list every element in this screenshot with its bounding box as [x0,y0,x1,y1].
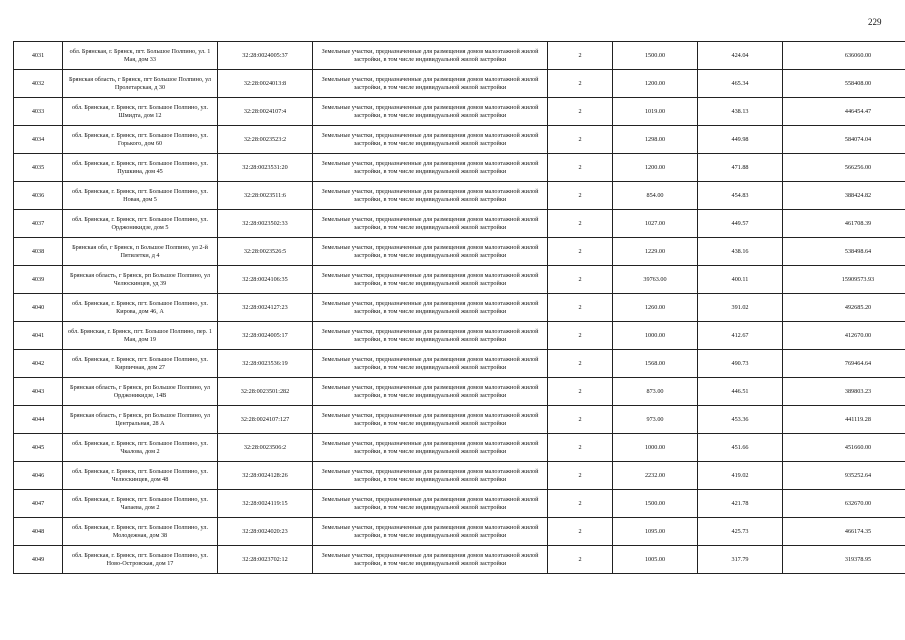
table-row [14,322,905,350]
row-category: 2 [548,322,613,350]
table-row [14,42,905,70]
row-cadastral-number: 32:28:0023536:19 [218,350,313,378]
land-plots-table [13,41,905,574]
row-category: 2 [548,210,613,238]
row-address: Брянская область, г Брянск, пгт Большое Полпино, ул Пролетарская, д 30 [63,70,218,98]
row-category: 2 [548,154,613,182]
row-id: 4043 [14,378,63,406]
table-row [14,294,905,322]
row-cadastral-number: 32:28:0023523:2 [218,126,313,154]
row-area: 1500.00 [613,42,698,70]
row-area: 873.00 [613,378,698,406]
row-unit-value: 490.73 [698,350,783,378]
row-cadastral-value: 769464.64 [783,350,905,378]
row-cadastral-number: 32:28:0024106:35 [218,266,313,294]
table-row [14,266,905,294]
row-address: обл. Брянская, г. Брянск, пгт. Большое Полпино, ул. Челюскинцев, дом 48 [63,462,218,490]
row-permitted-use: Земельные участки, предназначенные для размещения домов малоэтажной жилой застройки, в том числе индивидуальной жилой застройки [313,126,548,154]
row-category: 2 [548,378,613,406]
row-permitted-use: Земельные участки, предназначенные для размещения домов малоэтажной жилой застройки, в том числе индивидуальной жилой застройки [313,518,548,546]
row-cadastral-number: 32:28:0023506:2 [218,434,313,462]
row-address: Брянская область, г Брянск, рп Большое Полпино, ул Центральная, 28 А [63,406,218,434]
row-area: 2232.00 [613,462,698,490]
row-unit-value: 454.83 [698,182,783,210]
row-area: 1095.00 [613,518,698,546]
row-address: обл. Брянская, г. Брянск, пгт. Большое Полпино, ул. Кирпичная, дом 27 [63,350,218,378]
row-unit-value: 446.51 [698,378,783,406]
table-row [14,182,905,210]
row-id: 4038 [14,238,63,266]
row-address: Брянская обл, г Брянск, п Большое Полпино, ул 2-й Пятилетки, д 4 [63,238,218,266]
row-category: 2 [548,546,613,574]
row-id: 4044 [14,406,63,434]
row-permitted-use: Земельные участки, предназначенные для размещения домов малоэтажной жилой застройки, в том числе индивидуальной жилой застройки [313,238,548,266]
page-number: 229 [868,17,882,27]
row-cadastral-value: 466174.35 [783,518,905,546]
row-address: обл. Брянская, г. Брянск, пгт. Большое Полпино, ул. Шмидта, дом 12 [63,98,218,126]
row-address: обл. Брянская, г. Брянск, пгт. Большое Полпино, ул. Горького, дом 60 [63,126,218,154]
row-id: 4040 [14,294,63,322]
table-row [14,518,905,546]
table-row [14,210,905,238]
row-permitted-use: Земельные участки, предназначенные для размещения домов малоэтажной жилой застройки, в том числе индивидуальной жилой застройки [313,490,548,518]
row-area: 854.00 [613,182,698,210]
row-permitted-use: Земельные участки, предназначенные для размещения домов малоэтажной жилой застройки, в том числе индивидуальной жилой застройки [313,182,548,210]
row-area: 1200.00 [613,154,698,182]
row-area: 1229.00 [613,238,698,266]
row-cadastral-number: 32:28:0023702:12 [218,546,313,574]
row-id: 4035 [14,154,63,182]
row-area: 973.00 [613,406,698,434]
row-unit-value: 412.67 [698,322,783,350]
row-cadastral-value: 538498.64 [783,238,905,266]
row-category: 2 [548,462,613,490]
row-address: Брянская область, г Брянск, рп Большое Полпино, ул Орджоникидзе, 14В [63,378,218,406]
row-category: 2 [548,518,613,546]
row-permitted-use: Земельные участки, предназначенные для размещения домов малоэтажной жилой застройки, в том числе индивидуальной жилой застройки [313,266,548,294]
row-permitted-use: Земельные участки, предназначенные для размещения домов малоэтажной жилой застройки, в том числе индивидуальной жилой застройки [313,154,548,182]
table-row [14,462,905,490]
row-unit-value: 465.34 [698,70,783,98]
row-cadastral-value: 389803.23 [783,378,905,406]
row-address: обл. Брянская, г. Брянск, пгт. Большое Полпино, ул. Ново-Островская, дом 17 [63,546,218,574]
row-cadastral-value: 446454.47 [783,98,905,126]
row-cadastral-number: 32:28:0024127:23 [218,294,313,322]
table-row [14,406,905,434]
row-address: обл. Брянская, г. Брянск, пгт. Большое Полпино, ул. Орджоникидзе, дом 5 [63,210,218,238]
row-cadastral-value: 584074.04 [783,126,905,154]
row-unit-value: 317.79 [698,546,783,574]
row-unit-value: 419.02 [698,462,783,490]
row-area: 1568.00 [613,350,698,378]
row-id: 4031 [14,42,63,70]
row-unit-value: 438.13 [698,98,783,126]
row-cadastral-number: 32:28:0024128:26 [218,462,313,490]
row-permitted-use: Земельные участки, предназначенные для размещения домов малоэтажной жилой застройки, в том числе индивидуальной жилой застройки [313,462,548,490]
row-cadastral-value: 935252.64 [783,462,905,490]
row-cadastral-number: 32:28:0024013:8 [218,70,313,98]
table-row [14,378,905,406]
row-cadastral-number: 32:28:0024119:15 [218,490,313,518]
row-cadastral-value: 492685.20 [783,294,905,322]
row-address: обл. Брянская, г. Брянск, пгт. Большое Полпино, ул. Новая, дом 5 [63,182,218,210]
row-area: 1260.00 [613,294,698,322]
row-cadastral-value: 388424.82 [783,182,905,210]
row-id: 4049 [14,546,63,574]
row-category: 2 [548,126,613,154]
row-category: 2 [548,42,613,70]
table-row [14,350,905,378]
row-id: 4047 [14,490,63,518]
table-row [14,70,905,98]
row-permitted-use: Земельные участки, предназначенные для размещения домов малоэтажной жилой застройки, в том числе индивидуальной жилой застройки [313,322,548,350]
table-row [14,98,905,126]
row-category: 2 [548,98,613,126]
row-id: 4036 [14,182,63,210]
row-unit-value: 421.78 [698,490,783,518]
row-area: 1019.00 [613,98,698,126]
row-category: 2 [548,182,613,210]
row-permitted-use: Земельные участки, предназначенные для размещения домов малоэтажной жилой застройки, в том числе индивидуальной жилой застройки [313,70,548,98]
row-category: 2 [548,266,613,294]
row-unit-value: 424.04 [698,42,783,70]
row-category: 2 [548,238,613,266]
row-address: обл. Брянская, г. Брянск, пгт. Большое Полпино, ул. 1 Мая, дом 33 [63,42,218,70]
row-address: обл. Брянская, г. Брянск, пгт. Большое Полпино, ул. Чкалова, дом 2 [63,434,218,462]
row-cadastral-value: 451660.00 [783,434,905,462]
row-area: 1000.00 [613,322,698,350]
row-id: 4032 [14,70,63,98]
row-permitted-use: Земельные участки, предназначенные для размещения домов малоэтажной жилой застройки, в том числе индивидуальной жилой застройки [313,350,548,378]
table-row [14,546,905,574]
row-unit-value: 425.73 [698,518,783,546]
row-area: 1005.00 [613,546,698,574]
row-unit-value: 449.57 [698,210,783,238]
row-id: 4039 [14,266,63,294]
row-category: 2 [548,350,613,378]
row-address: обл. Брянская, г. Брянск, пгт. Большое Полпино, пер. 1 Мая, дом 19 [63,322,218,350]
row-cadastral-number: 32:28:0023531:20 [218,154,313,182]
row-cadastral-number: 32:28:0024005:17 [218,322,313,350]
row-area: 1027.00 [613,210,698,238]
row-cadastral-number: 32:28:0023502:33 [218,210,313,238]
table-row [14,154,905,182]
row-category: 2 [548,490,613,518]
row-cadastral-value: 441119.28 [783,406,905,434]
row-unit-value: 438.16 [698,238,783,266]
row-cadastral-value: 15909573.93 [783,266,905,294]
row-permitted-use: Земельные участки, предназначенные для размещения домов малоэтажной жилой застройки, в том числе индивидуальной жилой застройки [313,42,548,70]
row-category: 2 [548,406,613,434]
row-cadastral-number: 32:28:0023526:5 [218,238,313,266]
row-unit-value: 451.66 [698,434,783,462]
row-permitted-use: Земельные участки, предназначенные для размещения домов малоэтажной жилой застройки, в том числе индивидуальной жилой застройки [313,294,548,322]
row-area: 1500.00 [613,490,698,518]
row-id: 4034 [14,126,63,154]
row-unit-value: 391.02 [698,294,783,322]
row-area: 39763.00 [613,266,698,294]
row-id: 4041 [14,322,63,350]
row-id: 4045 [14,434,63,462]
row-cadastral-number: 32:28:0023501:282 [218,378,313,406]
table-body [14,42,905,574]
row-category: 2 [548,434,613,462]
row-cadastral-number: 32:28:0024107:127 [218,406,313,434]
row-address: обл. Брянская, г. Брянск, пгт. Большое Полпино, ул. Пушкина, дом 45 [63,154,218,182]
row-category: 2 [548,70,613,98]
row-permitted-use: Земельные участки, предназначенные для размещения домов малоэтажной жилой застройки, в том числе индивидуальной жилой застройки [313,98,548,126]
row-id: 4048 [14,518,63,546]
row-unit-value: 400.11 [698,266,783,294]
row-area: 1000.00 [613,434,698,462]
row-address: обл. Брянская, г. Брянск, пгт. Большое Полпино, ул. Молодежная, дом 38 [63,518,218,546]
row-cadastral-value: 636060.00 [783,42,905,70]
row-unit-value: 453.36 [698,406,783,434]
table-row [14,434,905,462]
table-row [14,126,905,154]
row-id: 4033 [14,98,63,126]
row-cadastral-value: 566256.00 [783,154,905,182]
row-address: обл. Брянская, г. Брянск, пгт. Большое Полпино, ул. Кирова, дом 46, А [63,294,218,322]
row-id: 4037 [14,210,63,238]
row-id: 4046 [14,462,63,490]
row-cadastral-value: 319378.95 [783,546,905,574]
row-area: 1200.00 [613,70,698,98]
row-cadastral-number: 32:28:0023511:6 [218,182,313,210]
row-permitted-use: Земельные участки, предназначенные для размещения домов малоэтажной жилой застройки, в том числе индивидуальной жилой застройки [313,434,548,462]
row-category: 2 [548,294,613,322]
row-permitted-use: Земельные участки, предназначенные для размещения домов малоэтажной жилой застройки, в том числе индивидуальной жилой застройки [313,406,548,434]
table-row [14,490,905,518]
table-row [14,238,905,266]
row-cadastral-number: 32:28:0024005:37 [218,42,313,70]
row-unit-value: 449.98 [698,126,783,154]
row-cadastral-number: 32:28:0024107:4 [218,98,313,126]
row-address: обл. Брянская, г. Брянск, пгт. Большое Полпино, ул. Чапаева, дом 2 [63,490,218,518]
row-cadastral-value: 632670.00 [783,490,905,518]
row-id: 4042 [14,350,63,378]
row-permitted-use: Земельные участки, предназначенные для размещения домов малоэтажной жилой застройки, в том числе индивидуальной жилой застройки [313,210,548,238]
row-area: 1298.00 [613,126,698,154]
row-cadastral-value: 461708.39 [783,210,905,238]
row-address: Брянская область, г Брянск, рп Большое Полпино, ул Челюскинцев, уд 39 [63,266,218,294]
row-unit-value: 471.88 [698,154,783,182]
row-permitted-use: Земельные участки, предназначенные для размещения домов малоэтажной жилой застройки, в том числе индивидуальной жилой застройки [313,378,548,406]
row-cadastral-value: 558408.00 [783,70,905,98]
row-cadastral-number: 32:28:0024020:23 [218,518,313,546]
row-permitted-use: Земельные участки, предназначенные для размещения домов малоэтажной жилой застройки, в том числе индивидуальной жилой застройки [313,546,548,574]
row-cadastral-value: 412670.00 [783,322,905,350]
